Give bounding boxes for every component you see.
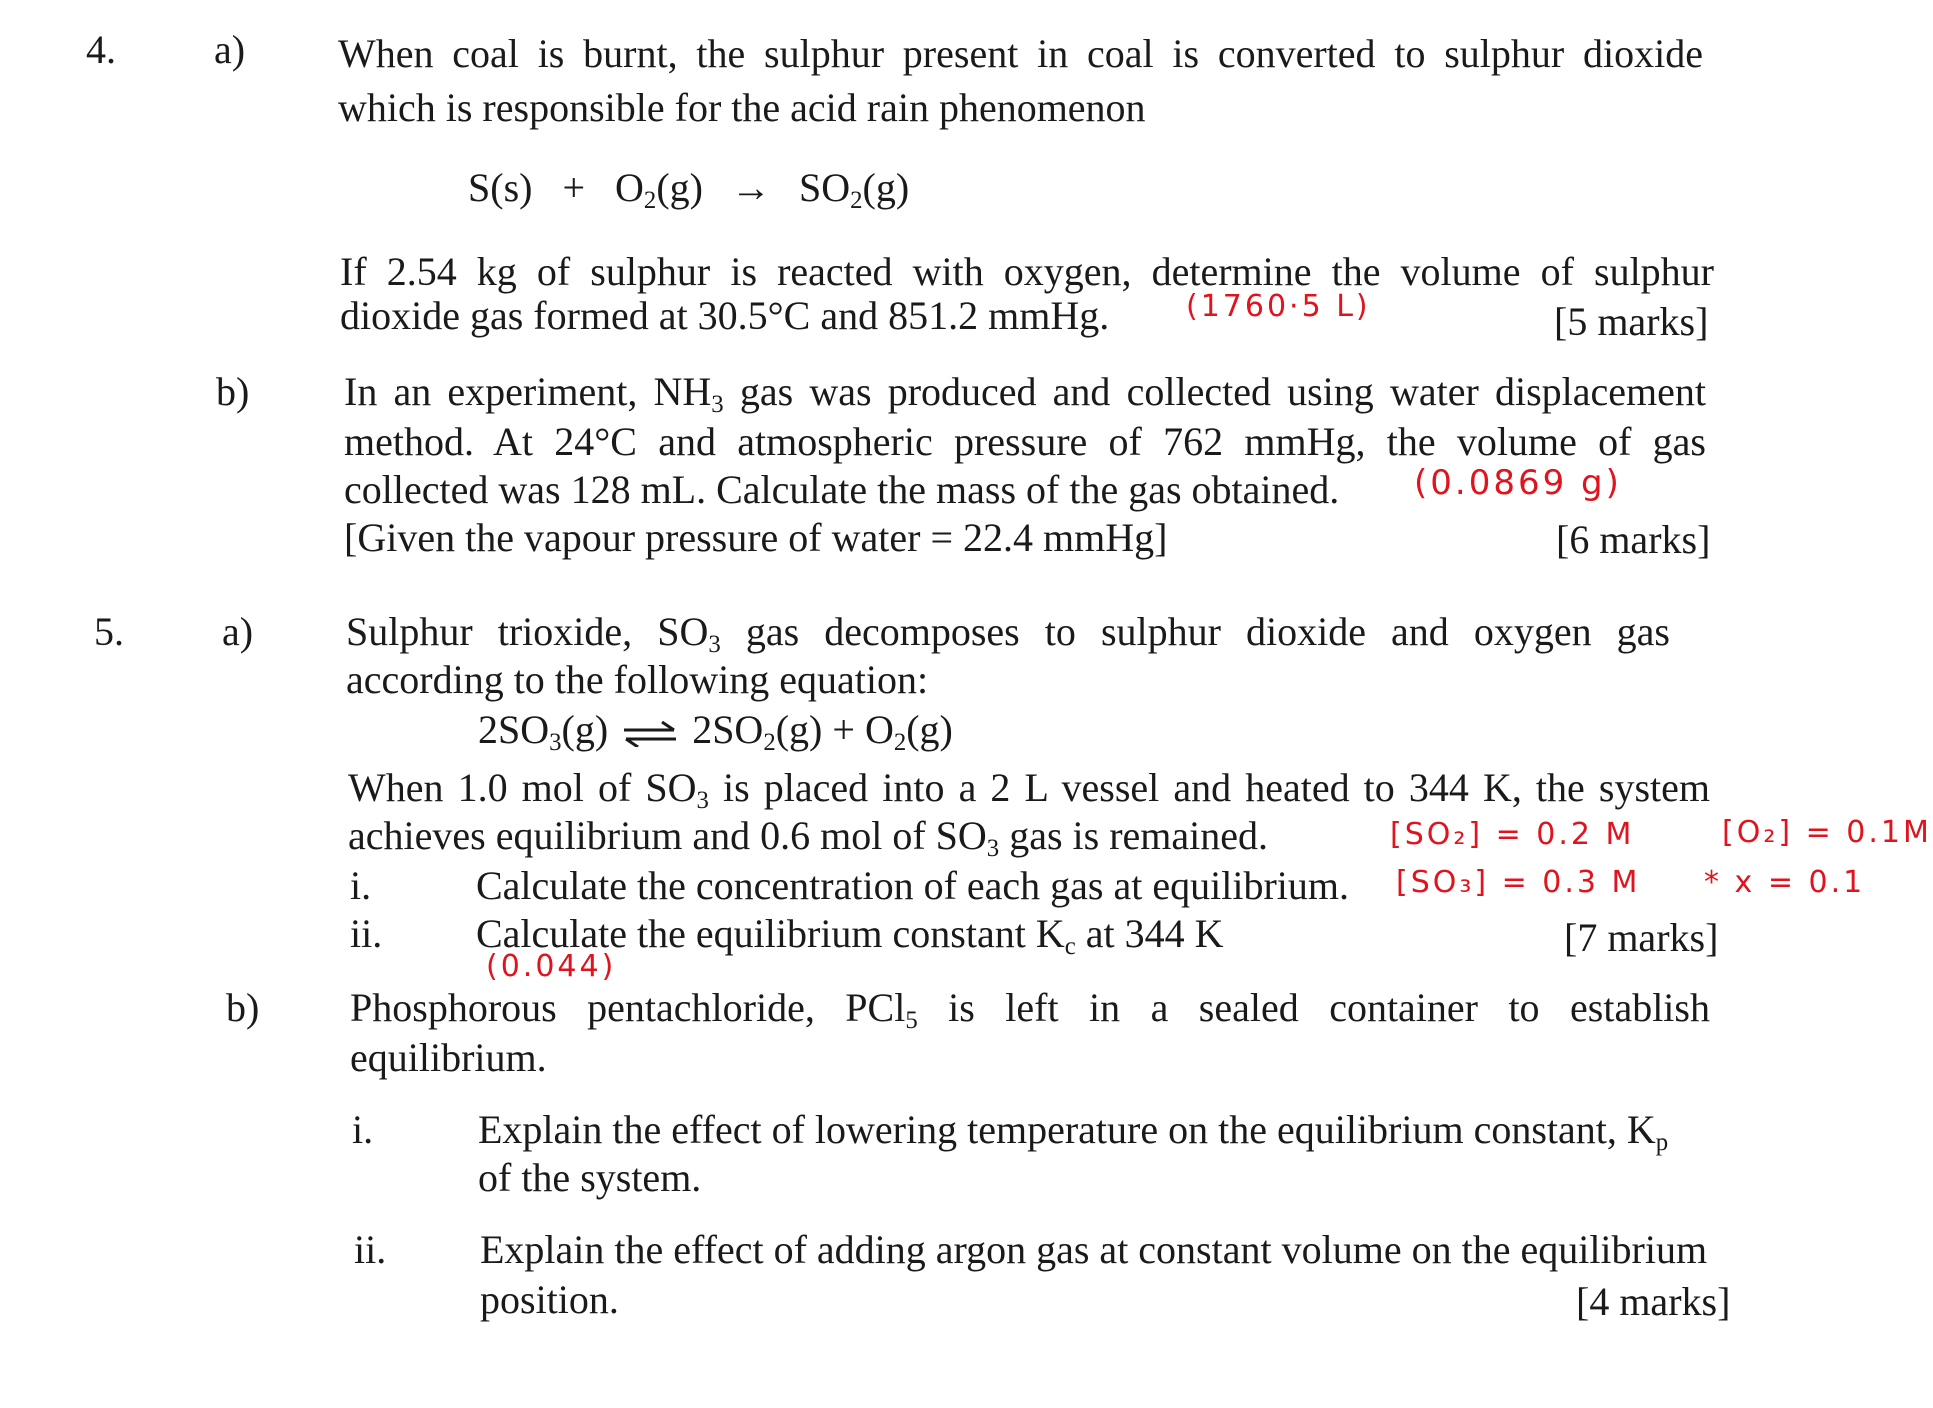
q5b-marks: [4 marks] (1576, 1279, 1731, 1324)
eq-plus: + (562, 165, 586, 210)
q5b-i-label: i. (352, 1107, 374, 1152)
q4b-marks: [6 marks] (1556, 517, 1711, 562)
q5a-equation (478, 707, 953, 756)
eq-sulphur: S(s) (468, 165, 533, 210)
q4b-line-2: method. At 24°C and atmospheric pressure of 762 mmHg, the volume of gas (344, 419, 1706, 464)
q5b-ii-line-1: Explain the effect of adding argon gas at constant volume on the equilibrium (480, 1227, 1708, 1272)
q5a-note-o2: [O₂] = 0.1M (1722, 815, 1932, 850)
q4a-label: a) (214, 27, 246, 72)
q5a-line-4: achieves equilibrium and 0.6 mol of $SO_3$ gas is remained. (348, 813, 1268, 862)
q5a-note-so2: [SO₂] = 0.2 M (1390, 817, 1635, 852)
q5b-i-line-2: of the system. (478, 1155, 702, 1200)
q5b-ii-line-2: position. (480, 1277, 619, 1322)
q5a-line-2: according to the following equation: (346, 657, 929, 702)
q4a-marks: [5 marks] (1554, 299, 1709, 344)
question-4-number: 4. (86, 27, 116, 72)
equilibrium-arrows-icon (622, 721, 678, 747)
q4a-line-3: If 2.54 kg of sulphur is reacted with oxygen, determine the volume of sulphur (340, 249, 1714, 294)
eq-sulphur-dioxide: $SO_2(g)$ (798, 165, 910, 214)
q4a-line-4: dioxide gas formed at 30.5°C and 851.2 mmHg. (340, 293, 1110, 338)
eq-sulphur-trioxide: $2SO_3(g)$ (478, 707, 609, 756)
q4b-line-1: In an experiment, $NH_3$ gas was produced and collected using water displacement (344, 369, 1706, 418)
q4b-label: b) (216, 369, 250, 414)
q4a-equation (468, 165, 910, 214)
q5a-line-3: When 1.0 mol of $SO_3$ is placed into a 2 L vessel and heated to 344 K, the system (348, 765, 1710, 814)
q4a-handwritten-answer: (1760·5 L) (1186, 289, 1371, 324)
q5a-i-label: i. (350, 863, 372, 908)
q5b-line-2: equilibrium. (350, 1035, 547, 1080)
eq-plus: + (832, 707, 855, 752)
q5b-i-line-1: Explain the effect of lowering temperature on the equilibrium constant, $K_p$ (478, 1107, 1669, 1156)
q4b-line-4: [Given the vapour pressure of water = 22.4 mmHg] (344, 515, 1168, 560)
q5b-label: b) (226, 985, 260, 1030)
q5a-ii-label: ii. (350, 911, 383, 956)
q4a-line-1: When coal is burnt, the sulphur present in coal is converted to sulphur dioxide (338, 31, 1703, 76)
q5a-note-x: * x = 0.1 (1704, 865, 1866, 900)
eq-oxygen: $O_2(g)$ (615, 165, 703, 214)
q5a-marks: [7 marks] (1564, 915, 1719, 960)
eq-sulphur-dioxide-product: $2SO_2(g)$ (692, 707, 823, 756)
q4b-line-3: collected was 128 mL. Calculate the mass of the gas obtained. (344, 467, 1340, 512)
q5a-handwritten-answer: (0.044) (486, 949, 617, 984)
eq-oxygen-product: $O_2(g)$ (864, 707, 953, 756)
question-5-number: 5. (94, 609, 124, 654)
q4a-line-2: which is responsible for the acid rain phenomenon (338, 85, 1146, 130)
q5a-line-1: Sulphur trioxide, $SO_3$ gas decomposes to sulphur dioxide and oxygen gas (346, 609, 1671, 658)
q4b-handwritten-answer: (0.0869 g) (1414, 463, 1622, 503)
q5b-line-1: Phosphorous pentachloride, PCl$_5$ is left in a sealed container to establish (350, 985, 1710, 1034)
q5a-ii-text: Calculate the equilibrium constant $K_c$ at 344 K (476, 911, 1224, 960)
eq-arrow: → (730, 165, 771, 210)
q5b-ii-label: ii. (354, 1227, 387, 1272)
q5a-label: a) (222, 609, 254, 654)
q5a-note-so3: [SO₃] = 0.3 M (1396, 865, 1641, 900)
q5a-i-text: Calculate the concentration of each gas at equilibrium. (476, 863, 1349, 908)
